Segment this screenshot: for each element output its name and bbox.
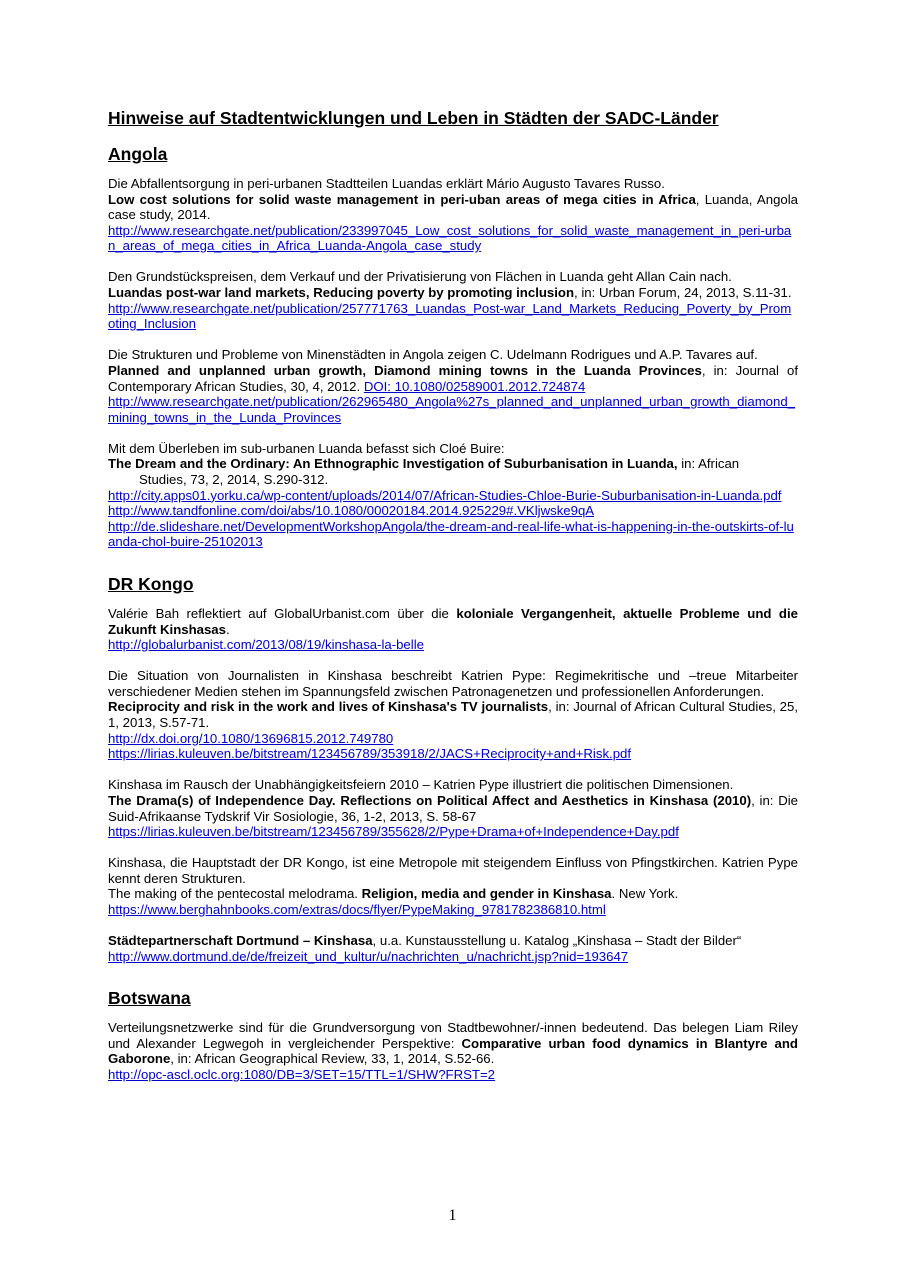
section-heading-angola: Angola (108, 144, 168, 164)
entry-citation: , in: Urban Forum, 24, 2013, S.11-31. (574, 285, 792, 301)
entry-title: Luandas post-war land markets, Reducing poverty by promoting inclusion (108, 285, 575, 301)
entry-botswana-1 (108, 1020, 798, 1082)
entry-link[interactable]: https://lirias.kuleuven.be/bitstream/123456789/355628/2/Pype+Drama+of+Independence+Day.pdf (108, 824, 679, 840)
entry-citation: , in: Journal of African Cultural Studies, 25, 1, 2013, S.57-71. (108, 699, 798, 731)
entry-title: Reciprocity and risk in the work and lives of Kinshasa's TV journalists (108, 699, 549, 715)
entry-kongo-5 (108, 933, 798, 964)
entry-angola-2 (108, 269, 798, 331)
entry-link[interactable]: http://globalurbanist.com/2013/08/19/kinshasa-la-belle (108, 637, 424, 653)
entry-citation: in: African (677, 456, 740, 472)
entry-intro: Mit dem Überleben im sub-urbanen Luanda befasst sich Cloé Buire: (108, 440, 505, 456)
entry-kongo-4 (108, 855, 798, 917)
entry-citation: , u.a. Kunstausstellung u. Katalog „Kinshasa – Stadt der Bilder“ (372, 933, 742, 949)
entry-kongo-1 (108, 606, 798, 653)
entry-link[interactable]: http://www.dortmund.de/de/freizeit_und_kultur/u/nachrichten_u/nachricht.jsp?nid=193647 (108, 948, 629, 964)
entry-citation: , in: Die Suid-Afrikaanse Tydskrif Vir Sosiologie, 36, 1-2, 2013, S. 58-67 (108, 792, 799, 824)
section-heading-botswana: Botswana (108, 988, 191, 1009)
entry-link-1[interactable]: http://city.apps01.yorku.ca/wp-content/uploads/2014/07/African-Studies-Chloe-Burie-Suburbanisation-in-Luanda.pdf (108, 487, 782, 503)
entry-intro: Die Strukturen und Probleme von Minenstädten in Angola zeigen C. Udelmann Rodrigues und A.P. Tavares auf. (108, 347, 758, 363)
entry-title: The Dream and the Ordinary: An Ethnographic Investigation of Suburbanisation in Luanda, (108, 456, 678, 472)
entry-citation: . New York. (611, 886, 679, 902)
entry-intro: Kinshasa, die Hauptstadt der DR Kongo, ist eine Metropole mit steigendem Einfluss von Pfingstkirchen. Katrien Pype kennt deren Strukturen. (108, 855, 798, 886)
entry-intro: Die Situation von Journalisten in Kinshasa beschreibt Katrien Pype: Regimekritische und –treue Mitarbeiter verschiedener Medien stehen im Spannungsfeld zwischen Patronagenetzen und professionellen Anforderungen. (108, 668, 798, 699)
entry-intro: Kinshasa im Rausch der Unabhängigkeitsfeiern 2010 – Katrien Pype illustriert die politischen Dimensionen. (108, 777, 734, 793)
entry-link[interactable]: http://www.researchgate.net/publication/233997045_Low_cost_solutions_for_solid_waste_management_in_peri-urban_areas_of_mega_cities_in_Africa_Luanda-Angola_case_study (108, 222, 792, 254)
entry-pretitle: The making of the pentecostal melodrama. (108, 886, 362, 902)
entry-citation: , in: Journal of Contemporary African Studies, 30, 4, 2012. (108, 362, 798, 394)
entry-kongo-3 (108, 777, 798, 839)
entry-link[interactable]: http://www.researchgate.net/publication/257771763_Luandas_Post-war_Land_Markets_Reducing_Poverty_by_Promoting_Inclusion (108, 300, 792, 332)
entry-intro: Valérie Bah reflektiert auf GlobalUrbanist.com über die (108, 605, 457, 621)
entry-link-3[interactable]: http://de.slideshare.net/DevelopmentWorkshopAngola/the-dream-and-real-life-what-is-happening-in-the-outskirts-of-luanda-chol-buire-25102013 (108, 518, 794, 550)
entry-title: Städtepartnerschaft Dortmund – Kinshasa (108, 933, 373, 949)
entry-doi-link[interactable]: DOI: 10.1080/02589001.2012.724874 (363, 378, 586, 394)
entry-title: Religion, media and gender in Kinshasa (361, 886, 612, 902)
entry-title: Planned and unplanned urban growth, Diamond mining towns in the Luanda Provinces (108, 362, 702, 378)
entry-citation-cont: Studies, 73, 2, 2014, S.290-312. (139, 472, 329, 487)
entry-title: koloniale Vergangenheit, aktuelle Probleme und die Zukunft Kinshasas (108, 605, 798, 637)
entry-title: Low cost solutions for solid waste management in peri-uban areas of mega cities in Africa (108, 191, 696, 207)
entry-link[interactable]: http://www.researchgate.net/publication/262965480_Angola%27s_planned_and_unplanned_urban_growth_diamond_mining_towns_in_the_Lunda_Provinces (108, 394, 796, 425)
entry-angola-3 (108, 347, 798, 425)
entry-intro: Den Grundstückspreisen, dem Verkauf und der Privatisierung von Flächen in Luanda geht Allan Cain nach. (108, 269, 732, 285)
entry-intro: Die Abfallentsorgung in peri-urbanen Stadtteilen Luandas erklärt Mário Augusto Tavares Russo. (108, 176, 665, 191)
entry-link-2[interactable]: http://www.tandfonline.com/doi/abs/10.1080/00020184.2014.925229#.VKljwske9qA (108, 503, 595, 519)
entry-link-1[interactable]: http://dx.doi.org/10.1080/13696815.2012.749780 (108, 730, 394, 746)
section-kongo (108, 572, 798, 964)
document-page (108, 106, 798, 1105)
document-title: Hinweise auf Stadtentwicklungen und Leben in Städten der SADC-Länder (108, 108, 719, 128)
entry-link[interactable]: https://www.berghahnbooks.com/extras/docs/flyer/PypeMaking_9781782386810.html (108, 901, 606, 917)
entry-angola-1 (108, 176, 798, 254)
entry-angola-4 (108, 441, 798, 550)
page-number: 1 (448, 1207, 457, 1224)
section-angola (108, 142, 798, 550)
entry-title: The Drama(s) of Independence Day. Reflections on Political Affect and Aesthetics in Kinshasa (2010) (108, 792, 752, 808)
section-botswana (108, 986, 798, 1082)
entry-intro: Verteilungsnetzwerke sind für die Grundversorgung von Stadtbewohner/-innen bedeutend. Das belegen Liam Riley und Alexander Legwegoh in vergleichender Perspektive: (108, 1020, 798, 1051)
entry-citation: . (225, 621, 230, 637)
entry-link-2[interactable]: https://lirias.kuleuven.be/bitstream/123456789/353918/2/JACS+Reciprocity+and+Risk.pdf (108, 746, 632, 762)
entry-link[interactable]: http://opc-ascl.oclc.org:1080/DB=3/SET=15/TTL=1/SHW?FRST=2 (108, 1067, 496, 1083)
entry-citation: , Luanda, Angola case study, 2014. (108, 191, 798, 223)
entry-kongo-2 (108, 668, 798, 762)
entry-citation: , in: African Geographical Review, 33, 1, 2014, S.52-66. (170, 1051, 495, 1067)
entry-title: Comparative urban food dynamics in Blantyre and Gaborone (108, 1035, 798, 1067)
section-heading-kongo: DR Kongo (108, 573, 194, 594)
